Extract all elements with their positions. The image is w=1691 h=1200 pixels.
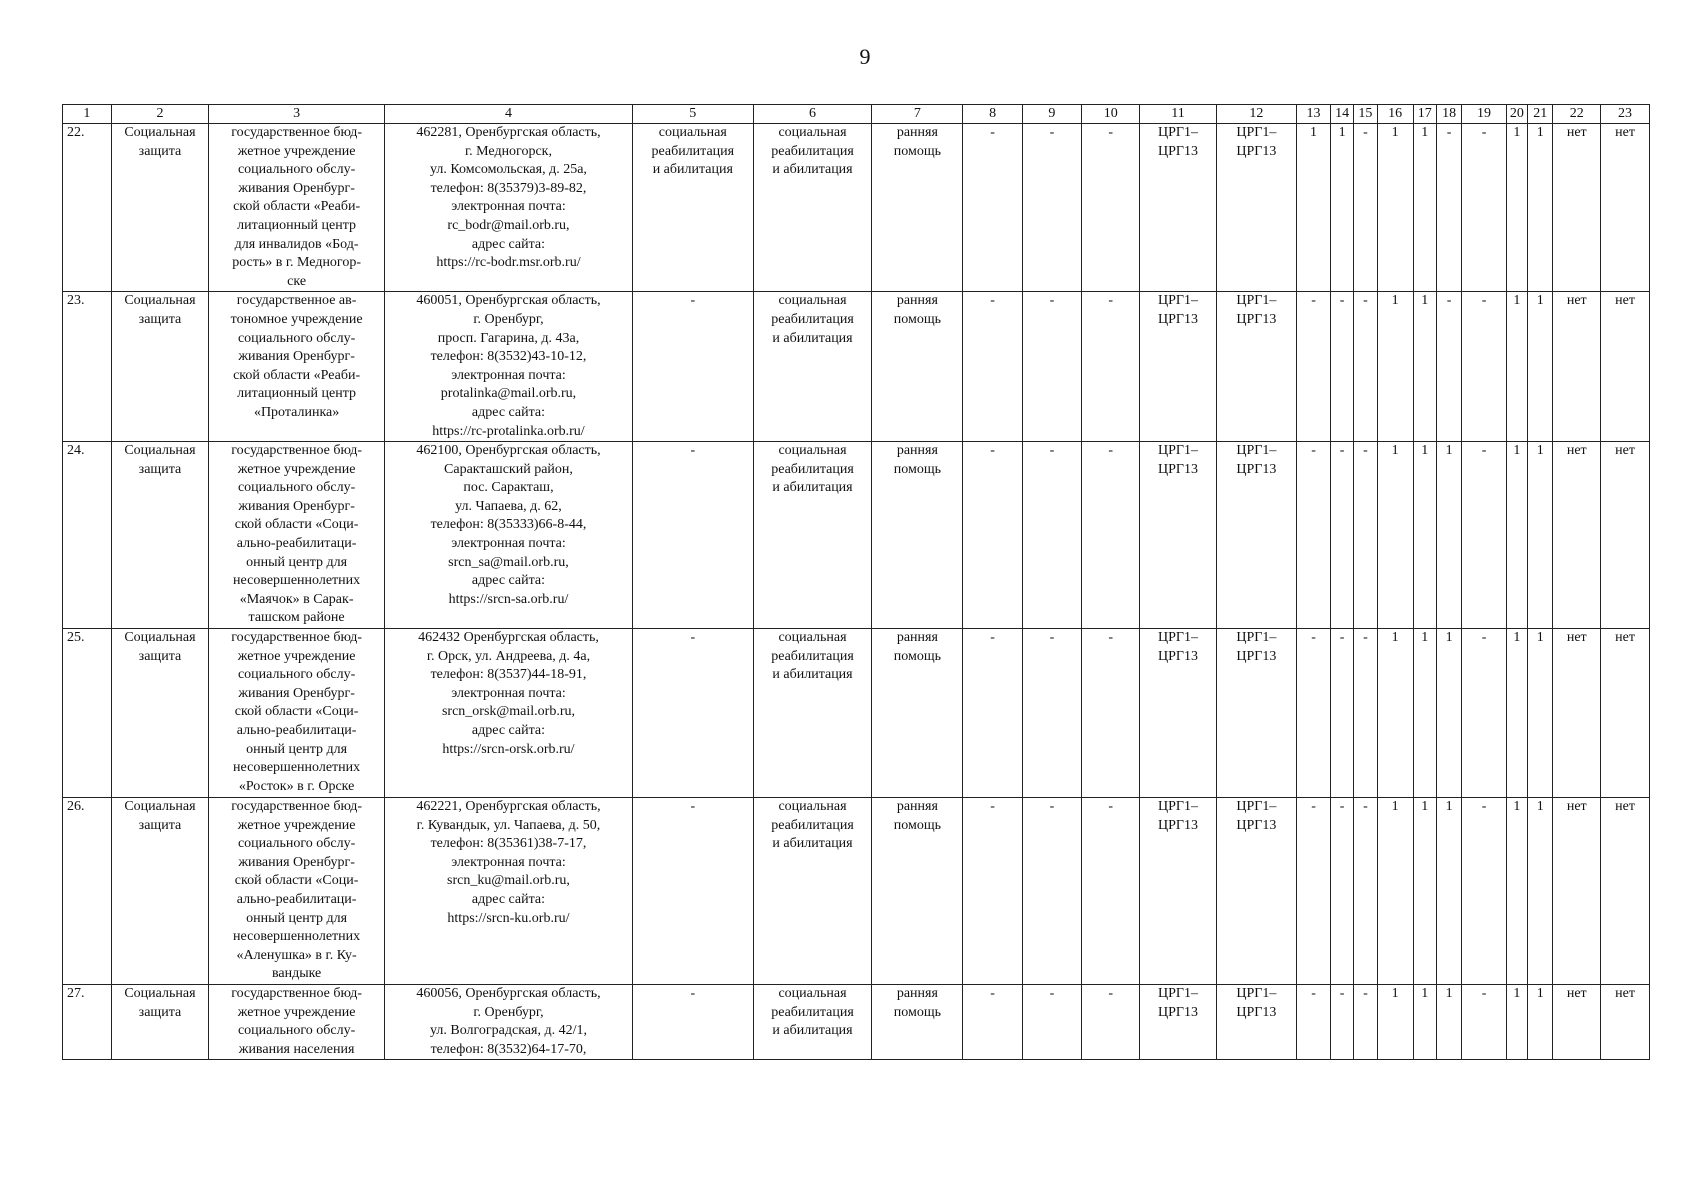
table-cell: ранняя помощь	[872, 798, 963, 985]
table-cell: государственное бюд- жетное учреждение социального обслу- живания Оренбург- ской области «Соци- ально-реабилитаци- онный центр для несовершеннолетних «Росток» в г. Орске	[209, 629, 385, 798]
row-number-cell: 24.	[63, 442, 112, 629]
column-header: 13	[1297, 105, 1331, 124]
table-cell: 1	[1377, 984, 1413, 1059]
table-row	[63, 984, 1650, 1059]
table-cell: -	[1330, 798, 1353, 985]
column-header: 20	[1506, 105, 1527, 124]
column-header: 10	[1082, 105, 1140, 124]
table-cell: ЦРГ1– ЦРГ13	[1216, 292, 1297, 442]
table-cell: -	[1330, 629, 1353, 798]
table-cell: 1	[1527, 124, 1552, 292]
column-number-row	[63, 105, 1650, 124]
column-header: 14	[1330, 105, 1353, 124]
table-cell: Социальная защита	[111, 984, 208, 1059]
table-cell: -	[1354, 442, 1377, 629]
table-cell: государственное ав- тономное учреждение социального обслу- живания Оренбург- ской области «Реаби- литационный центр «Проталинка»	[209, 292, 385, 442]
table-cell: 1	[1527, 629, 1552, 798]
table-cell: 462100, Оренбургская область, Саракташский район, пос. Саракташ, ул. Чапаева, д. 62, телефон: 8(35333)66-8-44, электронная почта: srcn_sa@mail.orb.ru, адрес сайта: https://srcn-sa.orb.ru/	[385, 442, 633, 629]
table-cell: 1	[1527, 798, 1552, 985]
table-cell: Социальная защита	[111, 124, 208, 292]
table-cell: -	[1082, 984, 1140, 1059]
table-row	[63, 798, 1650, 985]
table-row	[63, 124, 1650, 292]
table-cell: Социальная защита	[111, 292, 208, 442]
table-cell: ЦРГ1– ЦРГ13	[1140, 124, 1216, 292]
table-cell: 1	[1506, 629, 1527, 798]
column-header: 2	[111, 105, 208, 124]
table-cell: социальная реабилитация и абилитация	[632, 124, 753, 292]
table-cell: 1	[1377, 629, 1413, 798]
page-number: 9	[859, 44, 871, 69]
table-cell: 1	[1377, 798, 1413, 985]
table-cell: -	[1297, 442, 1331, 629]
table-row	[63, 629, 1650, 798]
table-cell: социальная реабилитация и абилитация	[753, 984, 872, 1059]
table-cell: -	[1082, 798, 1140, 985]
column-header: 4	[385, 105, 633, 124]
table-cell: ранняя помощь	[872, 984, 963, 1059]
registry-table	[62, 104, 1650, 1060]
row-number-cell: 27.	[63, 984, 112, 1059]
table-cell: государственное бюд- жетное учреждение социального обслу- живания Оренбург- ской области «Соци- ально-реабилитаци- онный центр для несовершеннолетних «Аленушка» в г. Ку- вандыке	[209, 798, 385, 985]
table-cell: -	[1022, 292, 1081, 442]
column-header: 6	[753, 105, 872, 124]
column-header: 1	[63, 105, 112, 124]
table-cell: 462281, Оренбургская область, г. Медногорск, ул. Комсомольская, д. 25а, телефон: 8(35379)3-89-82, электронная почта: rc_bodr@mail.orb.ru, адрес сайта: https://rc-bodr.msr.orb.ru/	[385, 124, 633, 292]
table-cell: -	[1297, 292, 1331, 442]
table-cell: государственное бюд- жетное учреждение социального обслу- живания населения	[209, 984, 385, 1059]
column-header: 17	[1413, 105, 1436, 124]
table-cell: -	[1297, 798, 1331, 985]
table-cell: государственное бюд- жетное учреждение социального обслу- живания Оренбург- ской области «Реаби- литационный центр для инвалидов «Бод- рость» в г. Медногор- ске	[209, 124, 385, 292]
table-cell: ЦРГ1– ЦРГ13	[1140, 629, 1216, 798]
table-cell: -	[1354, 984, 1377, 1059]
table-cell: 1	[1413, 984, 1436, 1059]
column-header: 15	[1354, 105, 1377, 124]
table-cell: ранняя помощь	[872, 629, 963, 798]
table-cell: -	[1022, 442, 1081, 629]
table-cell: 1	[1436, 629, 1461, 798]
table-cell: нет	[1601, 984, 1650, 1059]
table-cell: ЦРГ1– ЦРГ13	[1216, 629, 1297, 798]
table-cell: -	[1462, 442, 1506, 629]
table-cell: -	[1082, 124, 1140, 292]
table-cell: -	[1462, 292, 1506, 442]
table-cell: -	[1297, 984, 1331, 1059]
table-cell: нет	[1553, 124, 1601, 292]
table-cell: ЦРГ1– ЦРГ13	[1216, 124, 1297, 292]
table-cell: Социальная защита	[111, 798, 208, 985]
table-cell: нет	[1601, 292, 1650, 442]
table-cell: -	[1022, 124, 1081, 292]
table-cell: нет	[1601, 629, 1650, 798]
table-cell: -	[632, 292, 753, 442]
table-cell: 460051, Оренбургская область, г. Оренбург, просп. Гагарина, д. 43а, телефон: 8(3532)43-10-12, электронная почта: protalinka@mail.orb.ru, адрес сайта: https://rc-protalinka.orb.ru/	[385, 292, 633, 442]
table-cell: -	[963, 629, 1022, 798]
table-cell: нет	[1601, 798, 1650, 985]
table-cell: 1	[1506, 292, 1527, 442]
table-body	[63, 124, 1650, 1060]
table-cell: ЦРГ1– ЦРГ13	[1216, 442, 1297, 629]
table-cell: 1	[1297, 124, 1331, 292]
table-cell: -	[1022, 798, 1081, 985]
table-cell: 1	[1527, 292, 1552, 442]
table-cell: ранняя помощь	[872, 292, 963, 442]
table-cell: социальная реабилитация и абилитация	[753, 798, 872, 985]
table-cell: государственное бюд- жетное учреждение социального обслу- живания Оренбург- ской области «Соци- ально-реабилитаци- онный центр для несовершеннолетних «Маячок» в Сарак- ташском районе	[209, 442, 385, 629]
row-number-cell: 23.	[63, 292, 112, 442]
table-cell: нет	[1553, 442, 1601, 629]
table-cell: 1	[1413, 442, 1436, 629]
column-header: 18	[1436, 105, 1461, 124]
table-cell: -	[963, 984, 1022, 1059]
table-cell: 1	[1413, 124, 1436, 292]
table-cell: 1	[1377, 442, 1413, 629]
table-cell: Социальная защита	[111, 442, 208, 629]
row-number-cell: 25.	[63, 629, 112, 798]
table-cell: социальная реабилитация и абилитация	[753, 442, 872, 629]
table-cell: 1	[1506, 798, 1527, 985]
column-header: 8	[963, 105, 1022, 124]
table-cell: нет	[1601, 124, 1650, 292]
table-cell: -	[963, 124, 1022, 292]
table-cell: ЦРГ1– ЦРГ13	[1216, 798, 1297, 985]
table-cell: -	[1462, 124, 1506, 292]
table-cell: Социальная защита	[111, 629, 208, 798]
table-cell: нет	[1553, 798, 1601, 985]
table-cell: -	[1354, 629, 1377, 798]
table-cell: -	[1022, 984, 1081, 1059]
table-cell: -	[1462, 984, 1506, 1059]
table-cell: -	[1022, 629, 1081, 798]
table-cell: -	[1082, 442, 1140, 629]
table-cell: ЦРГ1– ЦРГ13	[1216, 984, 1297, 1059]
table-cell: -	[963, 292, 1022, 442]
table-cell: -	[1330, 442, 1353, 629]
table-cell: ранняя помощь	[872, 124, 963, 292]
column-header: 3	[209, 105, 385, 124]
table-cell: -	[963, 442, 1022, 629]
column-header: 16	[1377, 105, 1413, 124]
column-header: 7	[872, 105, 963, 124]
row-number-cell: 26.	[63, 798, 112, 985]
table-cell: 1	[1506, 124, 1527, 292]
table-cell: 1	[1377, 124, 1413, 292]
table-cell: нет	[1553, 292, 1601, 442]
column-header: 5	[632, 105, 753, 124]
table-cell: 1	[1506, 442, 1527, 629]
table-cell: 460056, Оренбургская область, г. Оренбург, ул. Волгоградская, д. 42/1, телефон: 8(3532)64-17-70,	[385, 984, 633, 1059]
table-cell: -	[1436, 124, 1461, 292]
table-cell: 1	[1377, 292, 1413, 442]
row-number-cell: 22.	[63, 124, 112, 292]
table-cell: -	[632, 629, 753, 798]
table-row	[63, 442, 1650, 629]
table-cell: -	[1330, 292, 1353, 442]
column-header: 12	[1216, 105, 1297, 124]
table-cell: ЦРГ1– ЦРГ13	[1140, 292, 1216, 442]
table-cell: 1	[1330, 124, 1353, 292]
table-cell: 1	[1436, 798, 1461, 985]
table-cell: -	[1354, 292, 1377, 442]
table-cell: 1	[1413, 292, 1436, 442]
table-cell: нет	[1553, 629, 1601, 798]
table-cell: нет	[1553, 984, 1601, 1059]
column-header: 23	[1601, 105, 1650, 124]
table-cell: -	[1330, 984, 1353, 1059]
table-cell: 1	[1413, 798, 1436, 985]
table-cell: -	[632, 798, 753, 985]
table-cell: -	[1436, 292, 1461, 442]
table-cell: социальная реабилитация и абилитация	[753, 124, 872, 292]
table-cell: -	[632, 442, 753, 629]
table-cell: -	[1082, 629, 1140, 798]
table-cell: ЦРГ1– ЦРГ13	[1140, 442, 1216, 629]
table-cell: -	[1354, 798, 1377, 985]
table-cell: -	[1082, 292, 1140, 442]
table-cell: 1	[1436, 442, 1461, 629]
table-cell: -	[632, 984, 753, 1059]
column-header: 19	[1462, 105, 1506, 124]
table-cell: 462432 Оренбургская область, г. Орск, ул. Андреева, д. 4а, телефон: 8(3537)44-18-91, электронная почта: srcn_orsk@mail.orb.ru, адрес сайта: https://srcn-orsk.orb.ru/	[385, 629, 633, 798]
table-cell: -	[1297, 629, 1331, 798]
table-cell: 1	[1436, 984, 1461, 1059]
table-cell: ЦРГ1– ЦРГ13	[1140, 798, 1216, 985]
column-header: 11	[1140, 105, 1216, 124]
table-cell: социальная реабилитация и абилитация	[753, 292, 872, 442]
table-cell: -	[963, 798, 1022, 985]
table-cell: 1	[1413, 629, 1436, 798]
table-cell: ЦРГ1– ЦРГ13	[1140, 984, 1216, 1059]
table-cell: социальная реабилитация и абилитация	[753, 629, 872, 798]
table-cell: ранняя помощь	[872, 442, 963, 629]
column-header: 21	[1527, 105, 1552, 124]
table-cell: -	[1462, 629, 1506, 798]
column-header: 9	[1022, 105, 1081, 124]
table-cell: -	[1462, 798, 1506, 985]
table-cell: 1	[1506, 984, 1527, 1059]
table-cell: 462221, Оренбургская область, г. Кувандык, ул. Чапаева, д. 50, телефон: 8(35361)38-7-17, электронная почта: srcn_ku@mail.orb.ru, адрес сайта: https://srcn-ku.orb.ru/	[385, 798, 633, 985]
table-cell: нет	[1601, 442, 1650, 629]
table-cell: 1	[1527, 984, 1552, 1059]
table-cell: -	[1354, 124, 1377, 292]
table-cell: 1	[1527, 442, 1552, 629]
column-header: 22	[1553, 105, 1601, 124]
table-row	[63, 292, 1650, 442]
